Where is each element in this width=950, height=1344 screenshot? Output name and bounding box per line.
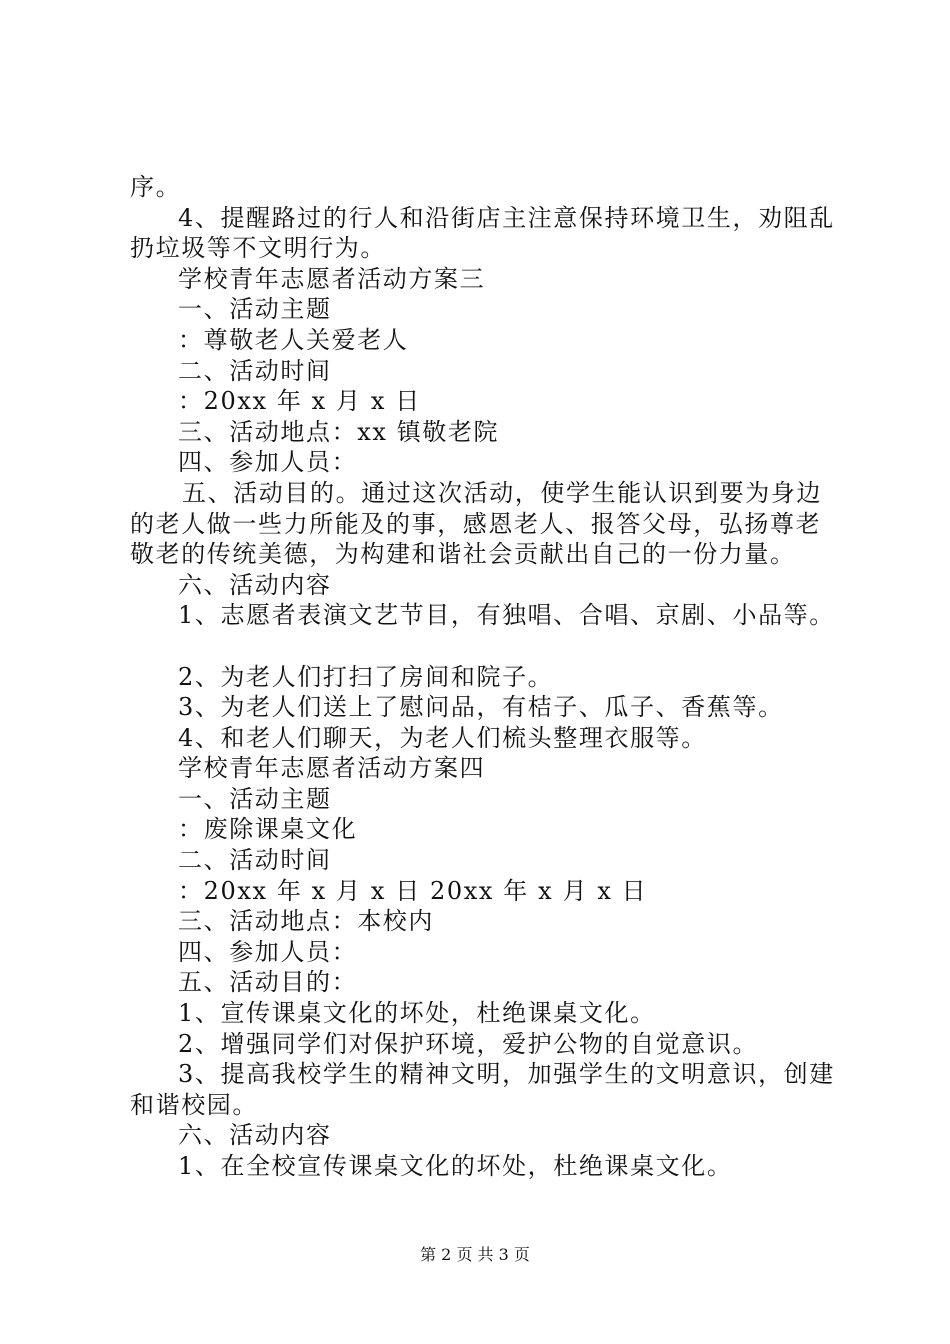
text-line: 的老人做一些力所能及的事，感恩老人、报答父母，弘扬尊老 [130,509,822,538]
text-line: 1、在全校宣传课桌文化的坏处，杜绝课桌文化。 [178,1152,733,1180]
text-line: 三、活动地点：xx 镇敬老院 [178,417,500,446]
text-line: 1、宣传课桌文化的坏处，杜绝课桌文化。 [178,999,656,1028]
text-line: 3、提高我校学生的精神文明，加强学生的文明意识，创建 [178,1060,835,1089]
text-line: 三、活动地点：本校内 [178,907,434,936]
text-line: 序。 [130,173,182,201]
blank-line [130,631,830,662]
section-heading: 学校青年志愿者活动方案四 [178,754,486,783]
text-line: 敬老的传统美德，为构建和谐社会贡献出自己的一份力量。 [130,540,796,569]
text-line: 六、活动内容 [178,570,332,599]
text-line: 2、增强同学们对保护环境，爱护公物的自觉意识。 [178,1029,759,1058]
text-line: 五、活动目的。通过这次活动，使学生能认识到要为身边 [182,478,822,507]
text-line: 六、活动内容 [178,1121,332,1150]
text-line: 一、活动主题 [178,295,332,324]
text-line: 4、提醒路过的行人和沿街店主注意保持环境卫生，劝阻乱 [178,203,835,232]
section-heading: 学校青年志愿者活动方案三 [178,264,486,293]
text-line: 四、参加人员： [178,448,358,477]
text-line: ：废除课桌文化 [178,815,358,844]
text-line: 二、活动时间 [178,846,332,875]
text-line: 五、活动目的： [178,968,358,997]
text-line: ：20xx 年 x 月 x 日 20xx 年 x 月 x 日 [178,876,648,905]
text-line: 二、活动时间 [178,356,332,385]
text-line: 和谐校园。 [130,1090,258,1119]
page-number-footer: 第 2 页 共 3 页 [420,1245,530,1264]
text-line: 4、和老人们聊天，为老人们梳头整理衣服等。 [178,723,707,752]
text-line: ：20xx 年 x 月 x 日 [178,387,421,416]
text-line: ：尊敬老人关爱老人 [178,325,409,354]
text-line: 扔垃圾等不文明行为。 [130,234,386,263]
text-line: 一、活动主题 [178,784,332,813]
text-line: 四、参加人员： [178,937,358,966]
document-body [130,172,835,1182]
text-line: 2、为老人们打扫了房间和院子。 [178,662,554,691]
text-line: 3、为老人们送上了慰问品，有桔子、瓜子、香蕉等。 [178,693,784,722]
text-line: 1、志愿者表演文艺节目，有独唱、合唱、京剧、小品等。 [178,601,835,630]
